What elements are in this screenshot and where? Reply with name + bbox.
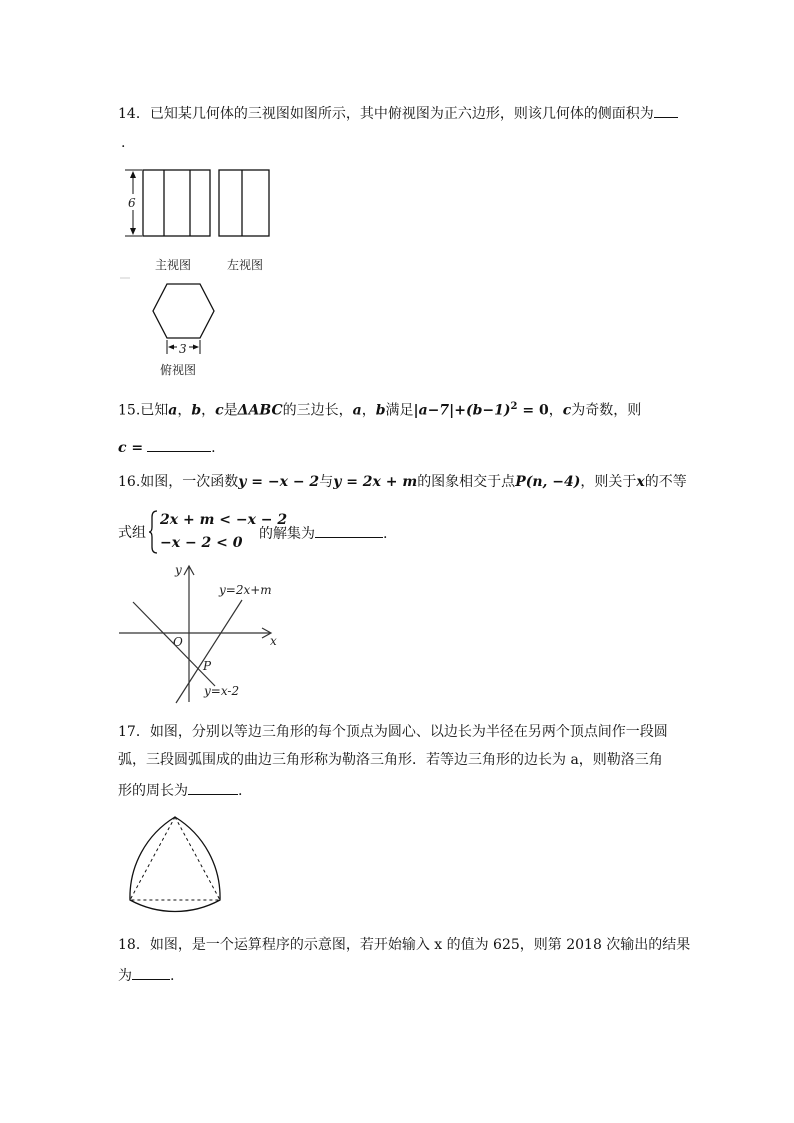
q14-answer-blank[interactable]	[654, 103, 678, 118]
x-axis-label: x	[270, 634, 277, 648]
line-b-label: y=x-2	[204, 684, 240, 698]
y-axis-label: y	[175, 563, 182, 577]
square-term: (b−1)	[465, 402, 511, 419]
top-view-hexagon	[153, 284, 214, 338]
q14-line2: .	[121, 135, 126, 151]
inequality-1: 2x + m < −x − 2	[160, 512, 288, 528]
front-view-label: 主视图	[155, 258, 192, 272]
q14-text: 14．已知某几何体的三视图如图所示，其中俯视图为正六边形，则该几何体的侧面积为	[118, 106, 654, 122]
q14-three-view-figure	[115, 160, 295, 390]
line-a-label: y=2x+m	[219, 583, 272, 597]
system-brace	[148, 509, 160, 555]
function-1: y = −x − 2	[238, 474, 320, 490]
intersection-point: P(n, −4)	[515, 474, 581, 490]
q14-line1	[118, 103, 678, 124]
origin-label: O	[173, 635, 183, 649]
front-view	[143, 170, 210, 236]
q17-answer-blank[interactable]	[188, 780, 238, 795]
q16-graph	[115, 560, 285, 705]
q17-line1: 17．如图，分别以等边三角形的每个顶点为圆心、以边长为半径在另两个顶点间作一段圆	[118, 724, 668, 740]
side-view	[219, 170, 269, 236]
point-p-label: P	[203, 659, 212, 673]
q18-line1: 18．如图，是一个运算程序的示意图，若开始输入 x 的值为 625，则第 2018 次输出的结果	[118, 937, 691, 953]
q16-line1: 16.如图，一次函数y = −x − 2与y = 2x + m的图象相交于点P(n, −4)，则关于x的不等	[118, 474, 687, 490]
q17-line3: 形的周长为 .	[118, 780, 242, 801]
q18-line2: 为 .	[118, 965, 174, 986]
height-dimension	[125, 170, 142, 236]
reuleaux-arcs	[130, 817, 220, 911]
equilateral-triangle	[130, 817, 220, 900]
side-view-label: 左视图	[227, 258, 264, 272]
triangle-abc: ΔABC	[237, 402, 283, 419]
q16-answer-blank[interactable]	[315, 523, 383, 538]
top-dim-label: 3	[179, 342, 187, 356]
top-dimension	[167, 340, 200, 356]
q18-answer-blank[interactable]	[132, 965, 170, 980]
q15-line2: c = .	[118, 437, 216, 458]
q15-answer-blank[interactable]	[147, 437, 211, 452]
q17-line2: 弧，三段圆弧围成的曲边三角形称为勒洛三角形．若等边三角形的边长为 a，则勒洛三角	[118, 752, 663, 768]
height-label: 6	[128, 196, 136, 210]
q16-line2-prefix: 式组	[118, 525, 146, 541]
q15-line1: 15.已知a，b，c是ΔABC的三边长，a，b满足$|a-7|+(b-1)^2 = 0$，c为奇数，则	[118, 401, 642, 419]
reuleaux-triangle-figure	[120, 810, 240, 920]
abs-term: |a−7|	[413, 402, 455, 419]
line-y-minus-x-minus-2	[133, 602, 215, 686]
top-view-label: 俯视图	[160, 363, 197, 377]
q16-line2-suffix: 的解集为 .	[259, 523, 387, 544]
function-2: y = 2x + m	[333, 474, 418, 490]
inequality-2: −x − 2 < 0	[160, 535, 243, 551]
